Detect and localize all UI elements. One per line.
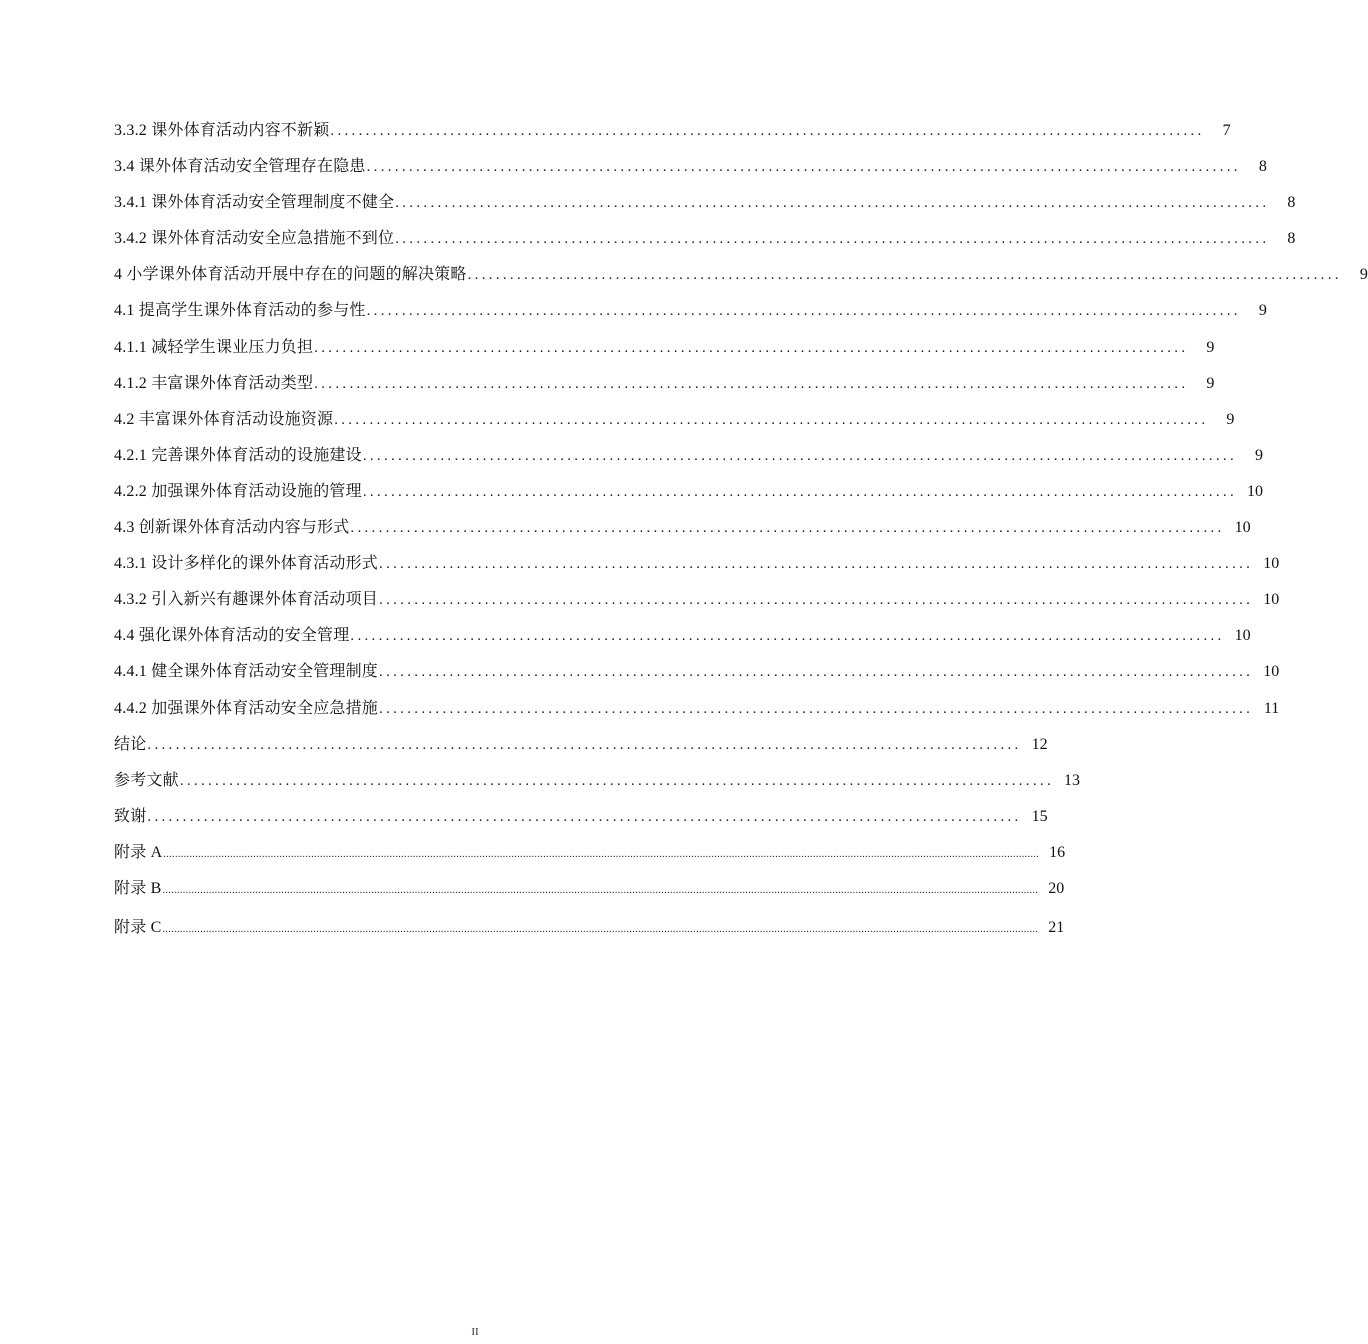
toc-dot-leader: .............................................................................................................................................................................................................................................................................................................. bbox=[162, 924, 1039, 936]
toc-entry-title: 4.4 强化课外体育活动的安全管理 bbox=[114, 627, 350, 645]
toc-entry-title: 4.4.1 健全课外体育活动安全管理制度 bbox=[114, 663, 379, 681]
table-of-contents bbox=[114, 113, 1368, 949]
toc-entry-page: 7 bbox=[1222, 122, 1231, 139]
toc-dot-leader: .............................................................................................................................................................................................................................................................................................................. bbox=[162, 884, 1039, 896]
toc-entry-title: 4.4.2 加强课外体育活动安全应急措施 bbox=[114, 699, 379, 717]
toc-entry-title: 结论 bbox=[114, 735, 147, 753]
toc-entry-4[interactable] bbox=[114, 257, 1368, 293]
toc-entry-3-3-2[interactable] bbox=[114, 113, 1231, 149]
toc-entry-page: 9 bbox=[1206, 374, 1215, 392]
toc-entry-appendix-c[interactable] bbox=[114, 907, 1065, 949]
toc-entry-page: 9 bbox=[1255, 446, 1264, 464]
toc-entry-4-4[interactable] bbox=[114, 618, 1251, 654]
toc-entry-page: 8 bbox=[1287, 194, 1296, 212]
toc-dot-leader: ............................................................................................................................ bbox=[362, 483, 1238, 500]
toc-entry-page: 8 bbox=[1258, 158, 1267, 176]
toc-entry-4-3[interactable] bbox=[114, 510, 1251, 546]
toc-entry-page: 20 bbox=[1048, 879, 1065, 897]
toc-entry-4-4-2[interactable] bbox=[114, 691, 1280, 727]
toc-dot-leader: ............................................................................................................................ bbox=[334, 411, 1209, 428]
toc-entry-4-3-2[interactable] bbox=[114, 582, 1280, 618]
toc-entry-page: 10 bbox=[1263, 663, 1280, 681]
toc-entry-title: 3.4 课外体育活动安全管理存在隐患 bbox=[114, 158, 366, 176]
toc-entry-4-2-2[interactable] bbox=[114, 474, 1264, 510]
toc-entry-4-2[interactable] bbox=[114, 402, 1235, 438]
toc-dot-leader: ............................................................................................................................ bbox=[179, 772, 1055, 789]
toc-entry-acknowledgements[interactable] bbox=[114, 799, 1048, 835]
toc-entry-page: 11 bbox=[1263, 699, 1280, 717]
toc-entry-title: 4.1.1 减轻学生课业压力负担 bbox=[114, 338, 314, 356]
toc-entry-title: 附录 A bbox=[114, 843, 163, 861]
toc-entry-4-1-1[interactable] bbox=[114, 330, 1215, 366]
toc-entry-title: 4.1.2 丰富课外体育活动类型 bbox=[114, 374, 314, 392]
toc-entry-page: 10 bbox=[1263, 591, 1280, 609]
toc-dot-leader: ............................................................................................................................ bbox=[395, 231, 1270, 248]
toc-entry-page: 9 bbox=[1258, 302, 1267, 320]
toc-entry-page: 9 bbox=[1359, 266, 1368, 284]
toc-dot-leader: ............................................................................................................................ bbox=[379, 664, 1254, 681]
toc-dot-leader: ............................................................................................................................ bbox=[350, 520, 1225, 537]
toc-entry-page: 15 bbox=[1031, 807, 1048, 825]
toc-dot-leader: ............................................................................................................................ bbox=[330, 123, 1205, 139]
toc-entry-title: 3.3.2 课外体育活动内容不新颖 bbox=[114, 122, 330, 139]
toc-entry-3-4[interactable] bbox=[114, 149, 1267, 185]
toc-entry-4-3-1[interactable] bbox=[114, 546, 1280, 582]
toc-dot-leader: ............................................................................................................................ bbox=[379, 700, 1254, 717]
toc-entry-conclusion[interactable] bbox=[114, 727, 1048, 763]
toc-entry-title: 参考文献 bbox=[114, 771, 179, 789]
toc-dot-leader: ............................................................................................................................ bbox=[350, 628, 1225, 645]
toc-entry-4-1-2[interactable] bbox=[114, 366, 1215, 402]
toc-entry-4-1[interactable] bbox=[114, 293, 1267, 329]
toc-entry-4-4-1[interactable] bbox=[114, 654, 1280, 690]
toc-entry-title: 致谢 bbox=[114, 807, 147, 825]
toc-dot-leader: ............................................................................................................................ bbox=[314, 375, 1189, 392]
toc-entry-title: 4.2.2 加强课外体育活动设施的管理 bbox=[114, 482, 362, 500]
toc-entry-references[interactable] bbox=[114, 763, 1081, 799]
toc-dot-leader: ............................................................................................................................ bbox=[467, 267, 1342, 284]
toc-entry-page: 13 bbox=[1064, 771, 1081, 789]
toc-entry-4-2-1[interactable] bbox=[114, 438, 1264, 474]
toc-entry-appendix-a[interactable] bbox=[114, 835, 1066, 871]
toc-entry-page: 8 bbox=[1287, 230, 1296, 248]
toc-dot-leader: ............................................................................................................................ bbox=[366, 303, 1241, 320]
toc-entry-title: 4.2 丰富课外体育活动设施资源 bbox=[114, 410, 334, 428]
toc-entry-3-4-2[interactable] bbox=[114, 221, 1296, 257]
toc-entry-page: 21 bbox=[1048, 919, 1065, 937]
toc-entry-title: 4.3 创新课外体育活动内容与形式 bbox=[114, 519, 350, 537]
toc-dot-leader: ............................................................................................................................ bbox=[366, 159, 1241, 176]
toc-dot-leader: ............................................................................................................................ bbox=[379, 592, 1254, 609]
toc-entry-page: 10 bbox=[1234, 519, 1251, 537]
toc-entry-title: 4.1 提高学生课外体育活动的参与性 bbox=[114, 302, 366, 320]
toc-entry-3-4-1[interactable] bbox=[114, 185, 1296, 221]
toc-dot-leader: ............................................................................................................................ bbox=[147, 736, 1022, 753]
toc-entry-page: 10 bbox=[1234, 627, 1251, 645]
toc-entry-page: 10 bbox=[1247, 482, 1264, 500]
toc-dot-leader: ............................................................................................................................ bbox=[379, 556, 1254, 573]
toc-entry-title: 附录 B bbox=[114, 879, 162, 897]
toc-entry-page: 12 bbox=[1031, 735, 1048, 753]
toc-entry-appendix-b[interactable] bbox=[114, 871, 1065, 907]
toc-entry-page: 10 bbox=[1263, 555, 1280, 573]
toc-entry-title: 附录 C bbox=[114, 919, 162, 937]
toc-entry-title: 3.4.1 课外体育活动安全管理制度不健全 bbox=[114, 194, 395, 212]
toc-dot-leader: .............................................................................................................................................................................................................................................................................................................. bbox=[163, 848, 1040, 860]
toc-entry-title: 4.3.1 设计多样化的课外体育活动形式 bbox=[114, 555, 379, 573]
toc-dot-leader: ............................................................................................................................ bbox=[362, 447, 1238, 464]
toc-entry-title: 4 小学课外体育活动开展中存在的问题的解决策略 bbox=[114, 266, 467, 284]
toc-entry-title: 3.4.2 课外体育活动安全应急措施不到位 bbox=[114, 230, 395, 248]
toc-entry-title: 4.3.2 引入新兴有趣课外体育活动项目 bbox=[114, 591, 379, 609]
toc-entry-title: 4.2.1 完善课外体育活动的设施建设 bbox=[114, 446, 362, 464]
toc-entry-page: 16 bbox=[1049, 843, 1066, 861]
toc-entry-page: 9 bbox=[1206, 338, 1215, 356]
toc-dot-leader: ............................................................................................................................ bbox=[147, 808, 1022, 825]
toc-dot-leader: ............................................................................................................................ bbox=[395, 195, 1270, 212]
toc-dot-leader: ............................................................................................................................ bbox=[314, 339, 1189, 356]
footer-page-number: II bbox=[471, 1326, 479, 1338]
toc-entry-page: 9 bbox=[1226, 410, 1235, 428]
